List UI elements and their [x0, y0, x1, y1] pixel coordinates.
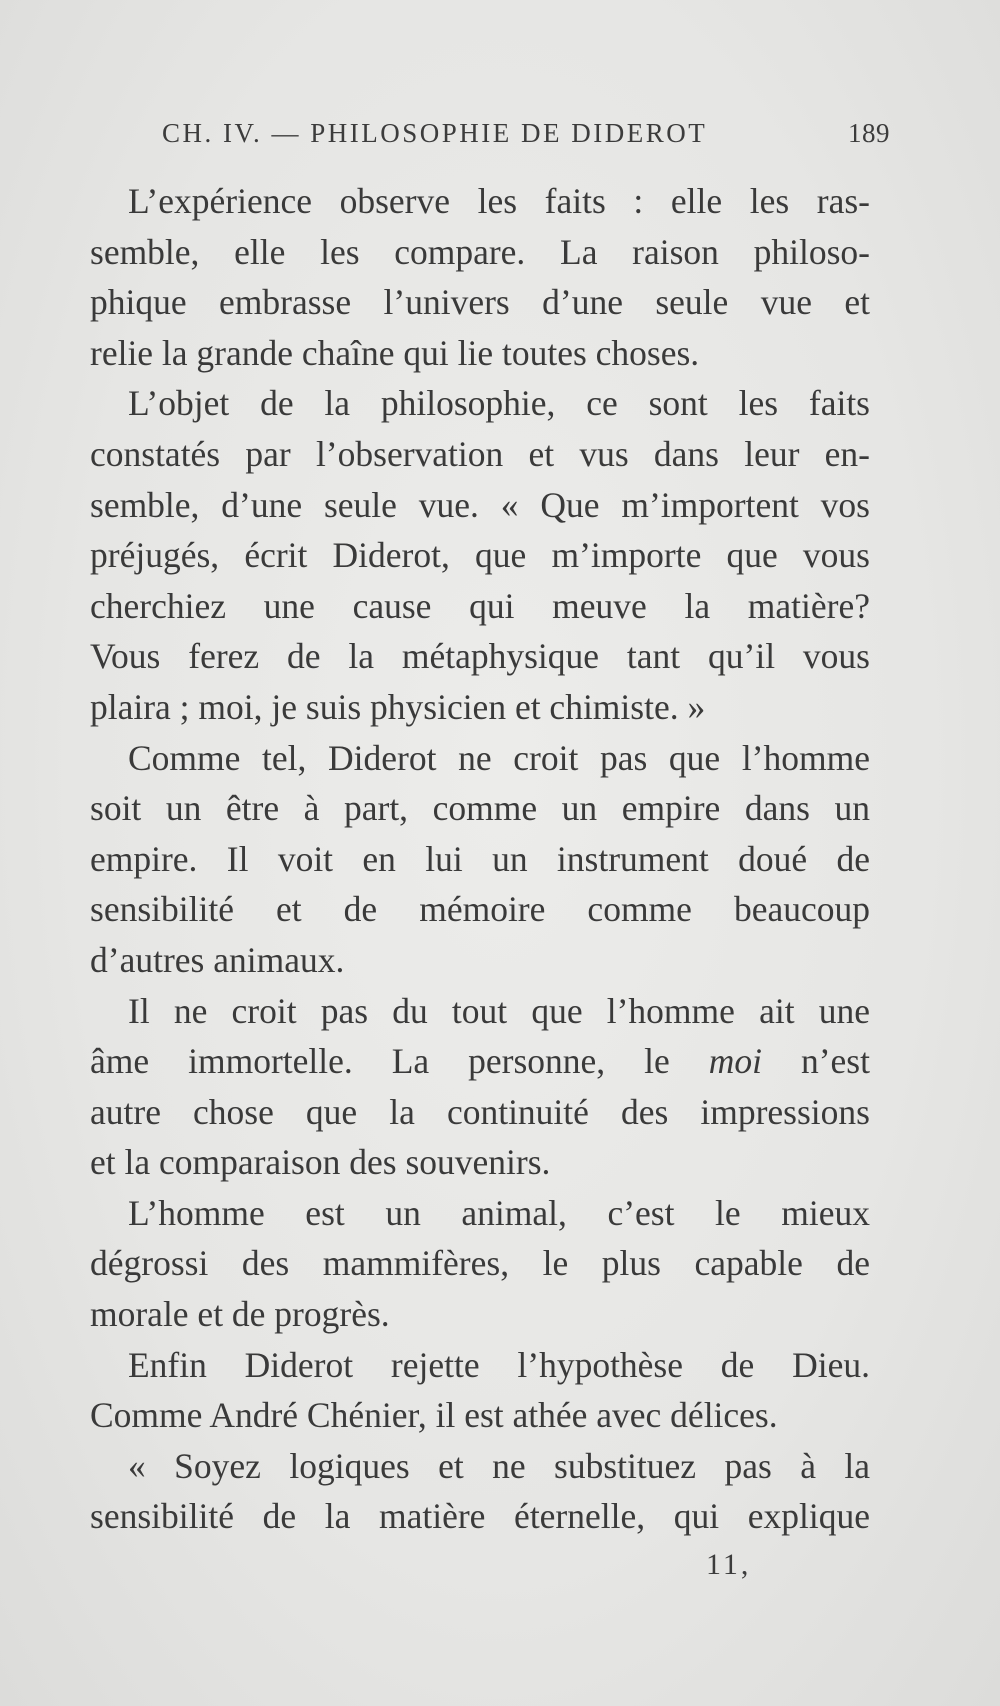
- text-line: soit un être à part, comme un empire dans un: [90, 788, 870, 829]
- text-line: sensibilité de la matière éternelle, qui explique: [90, 1496, 870, 1537]
- text-line: dégrossi des mammifères, le plus capable de: [90, 1243, 870, 1284]
- text-line: Comme André Chénier, il est athée avec délices.: [90, 1395, 778, 1436]
- text-line: Comme tel, Diderot ne croit pas que l’homme: [128, 737, 870, 778]
- running-head: [162, 118, 890, 158]
- page-number: 189: [848, 118, 890, 148]
- body-text: [90, 176, 870, 1542]
- text-line: relie la grande chaîne qui lie toutes choses.: [90, 332, 700, 373]
- text-line: empire. Il voit en lui un instrument doué de: [90, 838, 870, 879]
- text-line: Enfin Diderot rejette l’hypothèse de Dieu.: [128, 1344, 870, 1385]
- text-line: semble, d’une seule vue. « Que m’importent vos: [90, 484, 870, 525]
- text-line: âme immortelle. La personne, le moi n’est: [90, 1041, 870, 1082]
- text-line: L’objet de la philosophie, ce sont les faits: [128, 383, 870, 424]
- text-line: préjugés, écrit Diderot, que m’importe que vous: [90, 535, 870, 576]
- text-line: plaira ; moi, je suis physicien et chimiste. »: [90, 686, 706, 727]
- text-line: cherchiez une cause qui meuve la matière?: [90, 585, 870, 626]
- text-line: L’expérience observe les faits : elle les ras-: [128, 181, 870, 221]
- text-line: L’homme est un animal, c’est le mieux: [128, 1192, 870, 1233]
- text-line: « Soyez logiques et ne substituez pas à la: [128, 1445, 870, 1486]
- text-line: Vous ferez de la métaphysique tant qu’il vous: [90, 636, 870, 677]
- text-line: constatés par l’observation et vus dans leur en-: [90, 433, 870, 474]
- text-line: d’autres animaux.: [90, 939, 345, 980]
- running-title: CH. IV. — PHILOSOPHIE DE DIDEROT: [162, 118, 708, 148]
- italic-word: moi: [708, 1041, 762, 1082]
- printer-signature: 11,: [706, 1548, 752, 1581]
- text-line: autre chose que la continuité des impressions: [90, 1091, 870, 1132]
- text-line: sensibilité et de mémoire comme beaucoup: [90, 889, 870, 930]
- text-line: Il ne croit pas du tout que l’homme ait une: [128, 990, 870, 1031]
- text-line: morale et de progrès.: [90, 1294, 390, 1335]
- text-line: et la comparaison des souvenirs.: [90, 1142, 551, 1183]
- text-line: phique embrasse l’univers d’une seule vue et: [90, 282, 870, 323]
- text-line: semble, elle les compare. La raison philoso-: [90, 231, 870, 272]
